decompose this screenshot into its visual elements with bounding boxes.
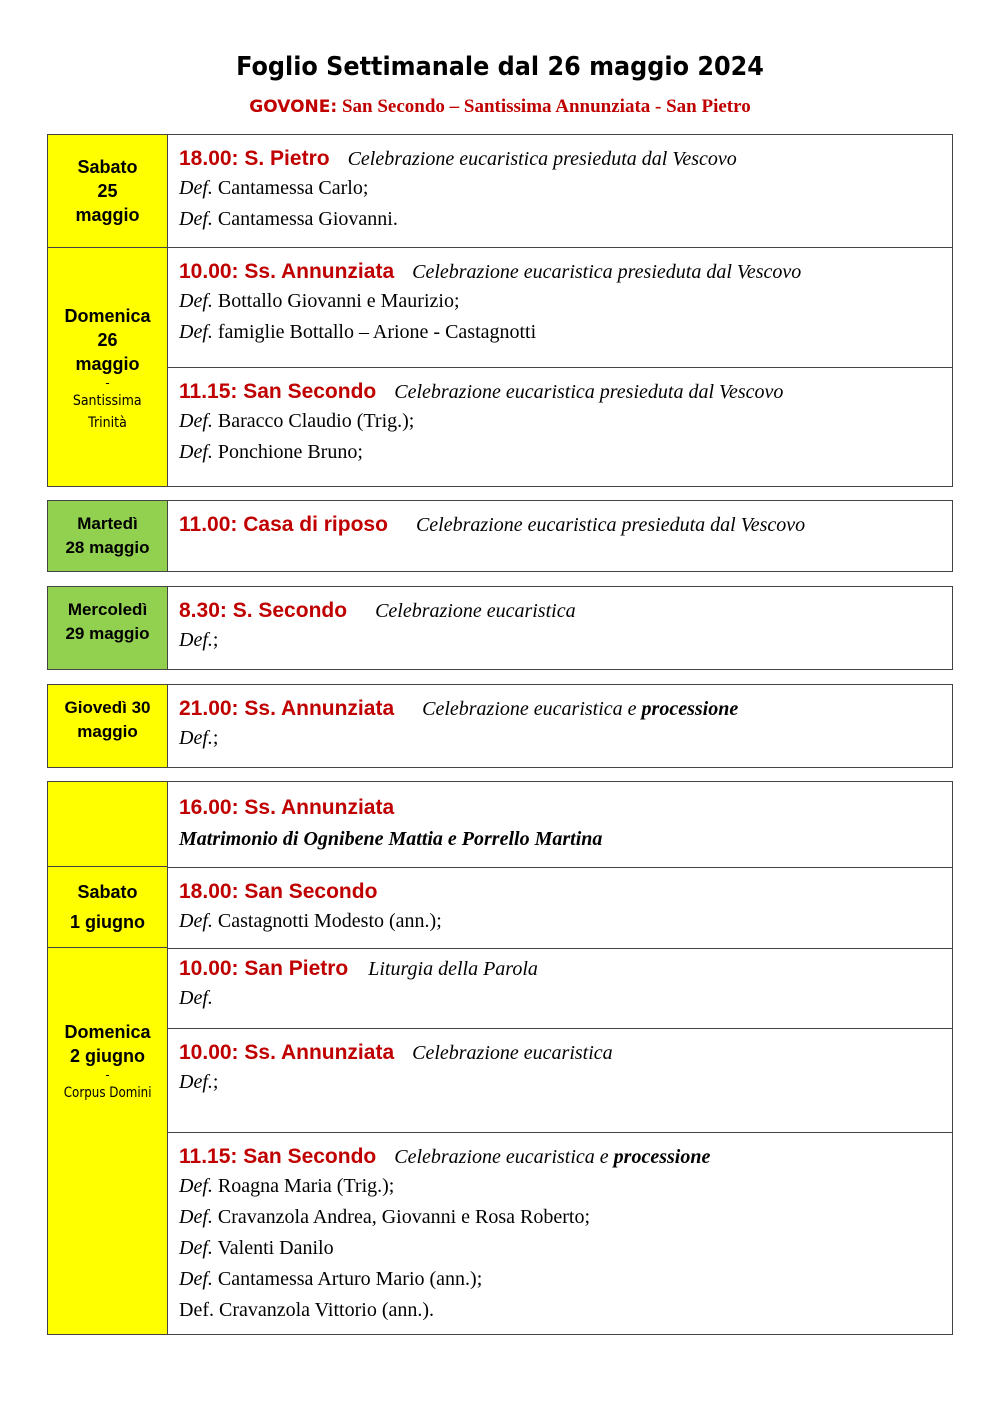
event (168, 501, 952, 570)
day-label: Martedì 28 maggio (65, 513, 150, 557)
event-desc: Celebrazione eucaristica presieduta dal Vescovo (412, 261, 802, 283)
schedule-block-thu-30 (47, 684, 953, 768)
day-label-sun: Domenica 2 giugno - Corpus Domini (48, 948, 167, 1333)
event (168, 867, 952, 948)
event (168, 1132, 952, 1333)
event-desc: Celebrazione eucaristica presieduta dal Vescovo (394, 381, 784, 403)
event (168, 685, 952, 766)
day-cell-empty (48, 782, 167, 867)
event-time: 10.00: San Pietro (179, 957, 349, 980)
event-time: 18.00: S. Pietro (179, 147, 330, 170)
day-label-sat: Sabato 1 giugno (48, 867, 167, 948)
day-column (48, 782, 168, 1334)
event-desc: Liturgia della Parola (368, 958, 538, 980)
event (168, 248, 952, 367)
intention-line: Def. Cravanzola Andrea, Giovanni e Rosa Roberto; (179, 1206, 591, 1228)
event-time: 11.15: San Secondo (179, 1145, 377, 1168)
day-label: Domenica 26 maggio - Santissima Trinità (64, 305, 151, 431)
intention-line: Def. Baracco Claudio (Trig.); (179, 410, 415, 432)
intention-line: Def.; (179, 629, 219, 651)
event-desc: Celebrazione eucaristica (375, 600, 576, 622)
page-subtitle (0, 96, 1000, 118)
event-time: 21.00: Ss. Annunziata (179, 697, 395, 720)
intention-line: Def. Ponchione Bruno; (179, 441, 363, 463)
schedule-block-wed-29 (47, 586, 953, 670)
intention-line: Def. Valenti Danilo (179, 1237, 334, 1259)
event-time: 8.30: S. Secondo (179, 599, 348, 622)
day-column (48, 248, 168, 486)
event-desc: Celebrazione eucaristica (412, 1042, 613, 1064)
intention-line: Def. (179, 987, 213, 1009)
event-time: 11.15: San Secondo (179, 380, 377, 403)
event (168, 367, 952, 486)
page-title: Foglio Settimanale dal 26 maggio 2024 (236, 52, 764, 82)
event-place: : San Secondo (231, 880, 378, 903)
intention-line: Def. Castagnotti Modesto (ann.); (179, 910, 442, 932)
intention-line: Def.; (179, 1071, 219, 1093)
schedule-block-tue-28 (47, 500, 953, 572)
event-desc: Celebrazione eucaristica e processione (394, 1146, 711, 1168)
event-desc: Celebrazione eucaristica e processione (422, 698, 739, 720)
intention-line: Def. Cantamessa Arturo Mario (ann.); (179, 1268, 483, 1290)
event-time: 10.00: Ss. Annunziata (179, 1041, 395, 1064)
event-time: 16.00 (179, 796, 232, 819)
intention-line: Def. Roagna Maria (Trig.); (179, 1175, 395, 1197)
intention-line: Def. Cantamessa Carlo; (179, 177, 369, 199)
schedule-block-sat-25 (47, 134, 953, 248)
day-column (48, 501, 168, 571)
schedule-block-sun-26 (47, 247, 953, 487)
day-label: Sabato 25 maggio (75, 156, 140, 225)
event (168, 1028, 952, 1132)
event (168, 948, 952, 1028)
intention-line: Def. famiglie Bottallo – Arione - Castagnotti (179, 321, 537, 343)
parish-name: GOVONE (249, 97, 331, 117)
event-wedding (168, 782, 952, 867)
intention-line: Def. Cravanzola Vittorio (ann.). (179, 1299, 435, 1321)
event-desc: Celebrazione eucaristica presieduta dal Vescovo (347, 148, 737, 170)
day-label: Giovedì 30 maggio (64, 698, 151, 741)
event (168, 587, 952, 668)
churches-list: San Secondo – Santissima Annunziata - San Pietro (337, 96, 751, 117)
intention-line: Def. Bottallo Giovanni e Maurizio; (179, 290, 460, 312)
feast-label: Santissima (73, 392, 142, 409)
day-column (48, 685, 168, 767)
day-column (48, 587, 168, 669)
event-desc: Celebrazione eucaristica presieduta dal Vescovo (415, 514, 806, 536)
event-place: : Ss. Annunziata (231, 796, 395, 819)
subtitle-colon: : (330, 97, 338, 117)
wedding-line: Matrimonio di Ognibene Mattia e Porrello Martina (179, 828, 603, 850)
event (168, 135, 952, 247)
event-time: 11.00: Casa di riposo (179, 513, 388, 536)
day-label: Mercoledì 29 maggio (65, 600, 150, 643)
event-time: 18.00 (179, 880, 232, 903)
schedule-block-jun-1-2 (47, 781, 953, 1335)
event-time: 10.00: Ss. Annunziata (179, 260, 395, 283)
feast-label: Corpus Domini (63, 1085, 152, 1101)
intention-line: Def. Cantamessa Giovanni. (179, 208, 398, 230)
intention-line: Def.; (179, 727, 219, 749)
day-column (48, 135, 168, 247)
